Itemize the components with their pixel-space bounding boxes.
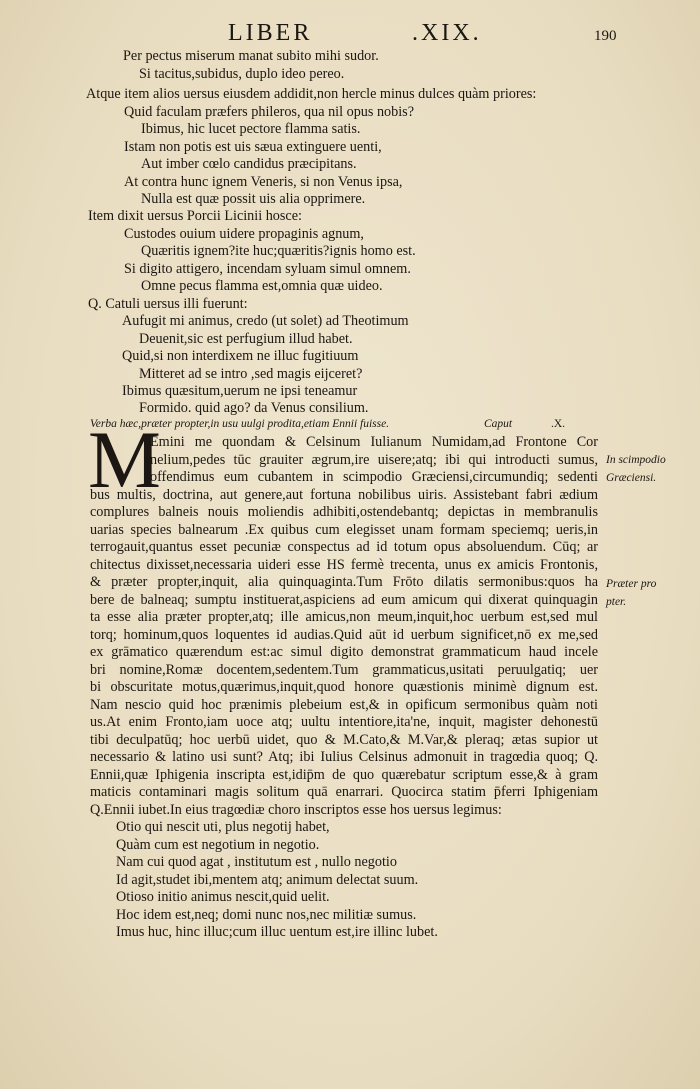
prose-line: Ennii,quæ Iphigenia inscripta est,idip̄m de quo quærebatur scriptum esse,& à gram	[90, 767, 598, 783]
prose-line: complures balneis nouis moliendis adhibiti,ostendebantq; depictas in membranulis	[90, 504, 598, 520]
prose-line: Nam nescio quid hoc prænimis plebeium est,& in opificum sermonibus quàm noti	[90, 697, 598, 713]
running-header	[0, 18, 700, 48]
chapter-argument: Verba hæc,præter propter,in usu uulgi prodita,etiam Ennii fuisse.	[90, 418, 390, 430]
marginal-note: pter.	[606, 596, 627, 608]
folio-number: 190	[594, 28, 617, 44]
prose-line: bus multis, doctrina, aut genere,aut fortuna nobilibus uiris. Assistebant fabri ædium	[90, 487, 598, 503]
header-liber: LIBER	[228, 20, 313, 46]
prose-line: terrogauit,quantus esset pecuniæ conspectus ad id totum opus absoluendum. Cūq; ar	[90, 539, 598, 555]
prose-line: & præter propter,inquit, alia quinquaginta.Tum Frōto dilatis sermonibus:quos ha	[90, 574, 598, 590]
verse-line: Si tacitus,subidus, duplo ideo pereo.	[139, 66, 345, 82]
prose-line: bere de balneaq; sumptu instituerat,aspiciens ad eum amicum qui dixerat quinquagin	[90, 592, 598, 608]
verse-line: Id agit,studet ibi,mentem atq; animum delectat suum.	[116, 872, 419, 888]
prose-line: chitectus dixisset,necessaria uideri esse HS fermè trecenta, unus ex amicis Frontonis,	[90, 557, 598, 573]
prose-line: Emini me quondam & Celsinum Iulianum Numidam,ad Frontone Cor	[150, 434, 598, 450]
verse-line: At contra hunc ignem Veneris, si non Venus ipsa,	[124, 174, 403, 190]
prose-line: uarias species balnearum .Ex quibus cum elegisset unam formam speciemq; ueris,in	[90, 522, 598, 538]
verse-line: Quid,si non interdixem ne illuc fugitiuum	[122, 348, 359, 364]
verse-line: Si digito attigero, incendam syluam simul omnem.	[124, 261, 411, 277]
prose-line: ta esse alia præter propter,atq; ille amicus,non meum,inquit,hoc uerbum est,sed mul	[90, 609, 598, 625]
chapter-number: .X.	[551, 418, 566, 430]
intro-line: Item dixit uersus Porcii Licinii hosce:	[88, 208, 302, 224]
verse-line: Aufugit mi animus, credo (ut solet) ad Theotimum	[122, 313, 409, 329]
verse-line: Ibimus, hic lucet pectore flamma satis.	[141, 121, 361, 137]
verse-line: Formido. quid ago? da Venus consilium.	[139, 400, 369, 416]
verse-line: Aut imber cœlo candidus præcipitans.	[141, 156, 357, 172]
verse-line: Ibimus quæsitum,uerum ne ipsi teneamur	[122, 383, 358, 399]
prose-line: torq; hominum,quos loquentes id audias.Quid aūt id uerbum significet,nō ex me,sed	[90, 627, 598, 643]
prose-line: ex grāmatico quærendum est:ac simul digito demonstrat grammaticum haud incele	[90, 644, 598, 660]
prose-line: bi obscuritate motus,quærimus,inquit,quod honore quæstionis minimè dignum est.	[90, 679, 598, 695]
verse-line: Otioso initio animus nescit,quid uelit.	[116, 889, 330, 905]
verse-line: Omne pecus flamma est,omnia quæ uideo.	[141, 278, 383, 294]
prose-line: Q.Ennii iubet.In eius tragœdiæ choro inscriptos esse hos uersus legimus:	[90, 802, 502, 818]
prose-line: nelium,pedes tūc grauiter ægrum,ire uisere;atq; ibi qui introducti sumus,	[150, 452, 598, 468]
verse-line: Quàm cum est negotium in negotio.	[116, 837, 320, 853]
verse-line: Quid faculam præfers phileros, qua nil opus nobis?	[124, 104, 414, 120]
prose-line: tibi deculpatūq; hoc uerbū uidet, quo & M.Cato,& M.Var,& pleraq; ætas supior ut	[90, 732, 598, 748]
verse-line: Nam cui quod agat , institutum est , nullo negotio	[116, 854, 397, 870]
marginal-note: In scimpodio	[606, 454, 666, 466]
prose-line: necessario & latino usi sunt? Atq; ibi Iulius Celsinus admonuit in tragœdia quoq; Q.	[90, 749, 598, 765]
header-book-number: .XIX.	[412, 20, 482, 46]
prose-line: bri nomine,Romæ docentem,sedentem.Tum grammaticus,usitati peruulgatiq; uer	[90, 662, 598, 678]
verse-line: Istam non potis est uis sæua extinguere uenti,	[124, 139, 382, 155]
drop-cap-initial: M	[88, 414, 161, 505]
verse-line: Otio qui nescit uti, plus negotij habet,	[116, 819, 330, 835]
verse-line: Quæritis ignem?ite huc;quæritis?ignis homo est.	[141, 243, 416, 259]
verse-line: Deuenit,sic est perfugium illud habet.	[139, 331, 353, 347]
intro-line: Atque item alios uersus eiusdem addidit,non hercle minus dulces quàm priores:	[86, 86, 537, 102]
prose-line: maticis contaminari magis solitum quā enarrari. Quocirca statim p̄ferri Iphigeniam	[90, 784, 598, 800]
verse-line: Nulla est quæ possit uis alia opprimere.	[141, 191, 366, 207]
verse-line: Imus huc, hinc illuc;cum illuc uentum est,ire illinc lubet.	[116, 924, 438, 940]
verse-line: Custodes ouium uidere propaginis agnum,	[124, 226, 364, 242]
verse-line: Mitteret ad se intro ,sed magis eijceret?	[139, 366, 363, 382]
prose-line: offendimus eum cubantem in scimpodio Græciensi,circumundiq; sedenti	[150, 469, 598, 485]
marginal-note: Præter pro	[606, 578, 657, 590]
intro-line: Q. Catuli uersus illi fuerunt:	[88, 296, 248, 312]
marginal-note: Græciensi.	[606, 472, 657, 484]
verse-line: Hoc idem est,neq; domi nunc nos,nec militiæ sumus.	[116, 907, 417, 923]
chapter-caput: Caput	[484, 418, 513, 430]
verse-line: Per pectus miserum manat subito mihi sudor.	[123, 48, 379, 64]
prose-line: us.At enim Fronto,iam uoce atq; uultu intentiore,ita'ne, inquit, magister dehonestū	[90, 714, 598, 730]
